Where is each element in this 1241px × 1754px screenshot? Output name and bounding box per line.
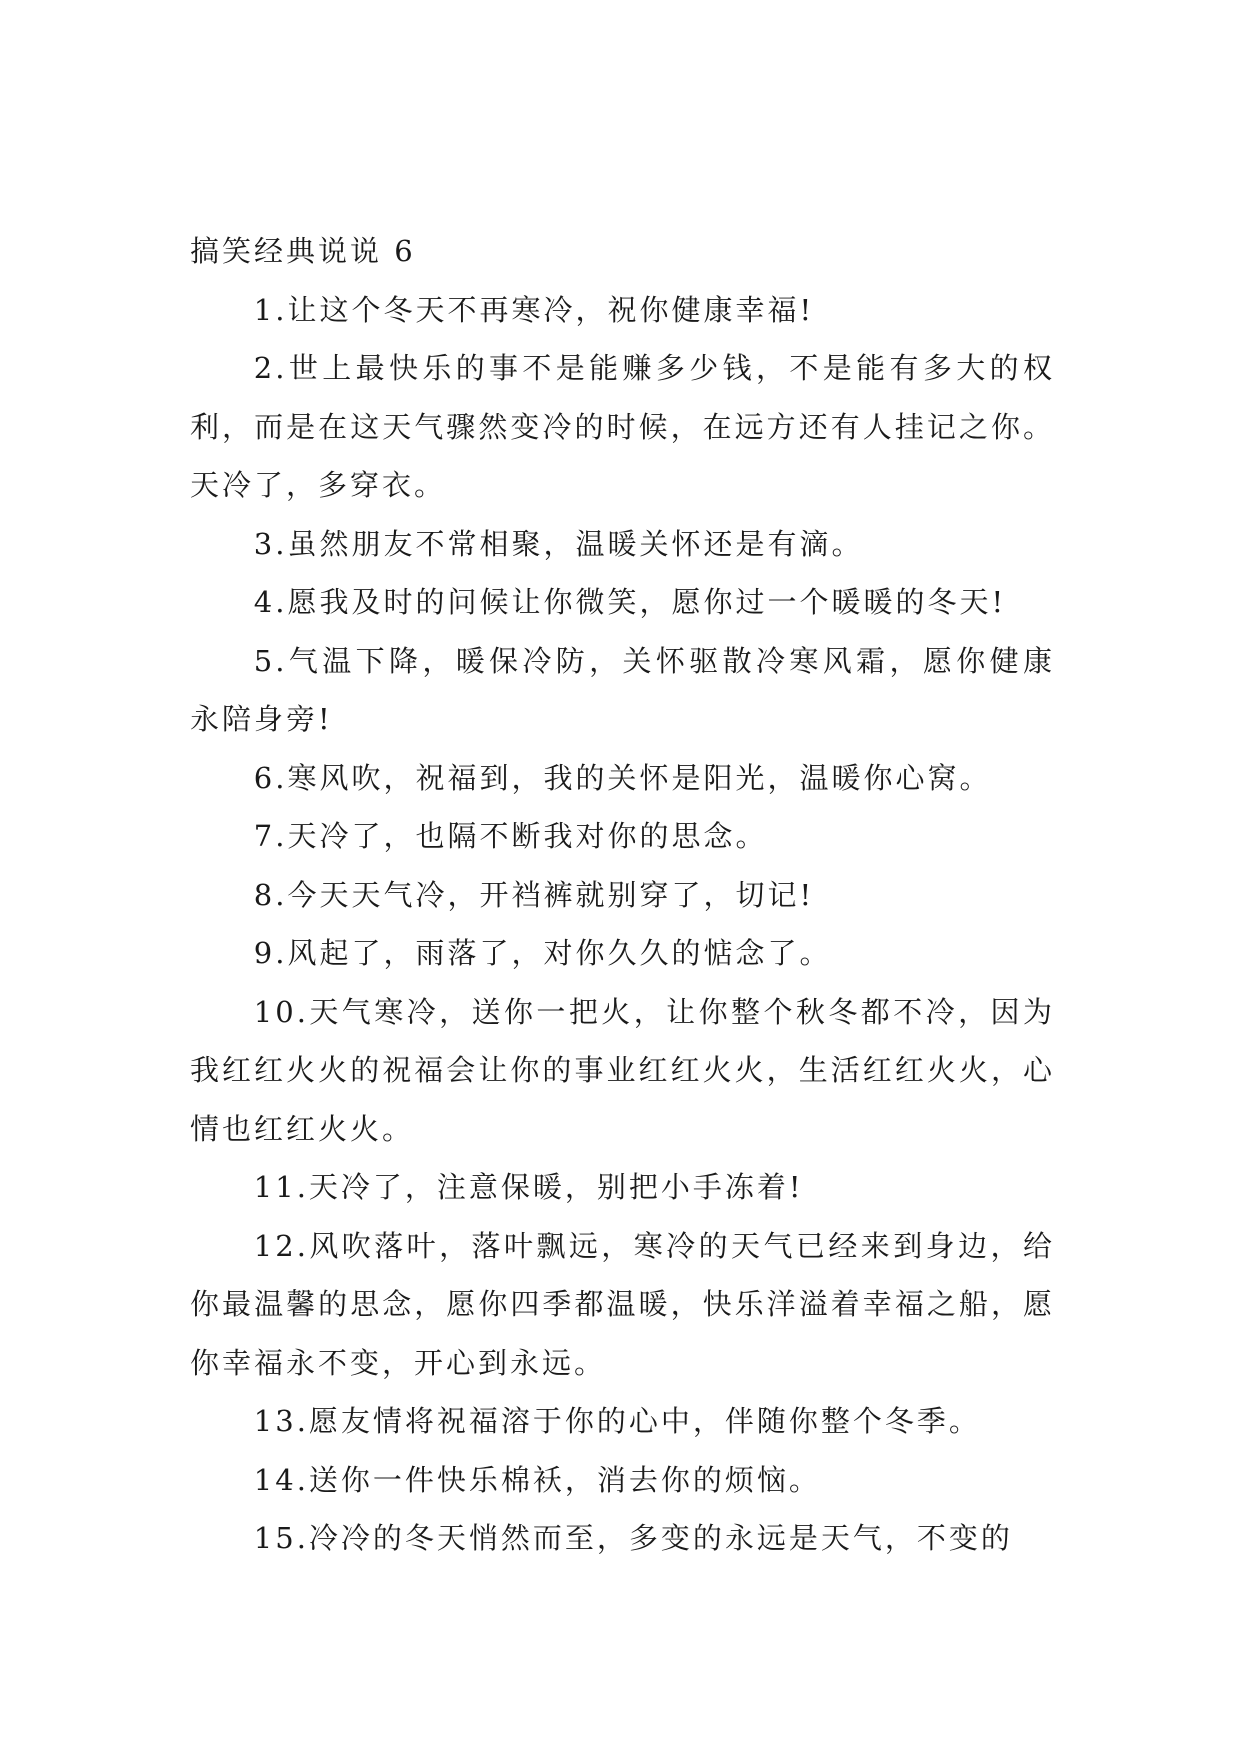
paragraph-6: 6.寒风吹，祝福到，我的关怀是阳光，温暖你心窝。: [253, 760, 992, 795]
paragraph-14: 14.送你一件快乐棉袄，消去你的烦恼。: [253, 1462, 821, 1497]
paragraph-3: 3.虽然朋友不常相聚，温暖关怀还是有滴。: [253, 526, 864, 561]
paragraph-5: 5.气温下降，暖保冷防，关怀驱散冷寒风霜，愿你健康永陪身旁!: [190, 643, 1055, 736]
paragraph-1: 1.让这个冬天不再寒冷，祝你健康幸福!: [253, 292, 815, 327]
paragraph-8: 8.今天天气冷，开裆裤就别穿了，切记!: [253, 877, 815, 912]
paragraph-7: 7.天冷了，也隔不断我对你的思念。: [253, 819, 768, 853]
document-title: 搞笑经典说说 6: [190, 234, 416, 268]
paragraph-13: 13.愿友情将祝福溶于你的心中，伴随你整个冬季。: [253, 1404, 981, 1438]
paragraph-9: 9.风起了，雨落了，对你久久的惦念了。: [253, 936, 832, 970]
paragraph-2: 2.世上最快乐的事不是能赚多少钱，不是能有多大的权利，而是在这天气骤然变冷的时候，在远方还有人挂记之你。天冷了，多穿衣。: [190, 351, 1055, 502]
paragraph-12: 12.风吹落叶，落叶飘远，寒冷的天气已经来到身边，给你最温馨的思念，愿你四季都温暖，快乐洋溢着幸福之船，愿你幸福永不变，开心到永远。: [190, 1228, 1055, 1380]
paragraph-4: 4.愿我及时的问候让你微笑，愿你过一个暖暖的冬天!: [253, 585, 1007, 619]
paragraph-15: 15.冷冷的冬天悄然而至，多变的永远是天气，不变的: [253, 1521, 1013, 1555]
paragraph-11: 11.天冷了，注意保暖，别把小手冻着!: [253, 1170, 804, 1204]
document-content: [190, 222, 1055, 1568]
paragraph-10: 10.天气寒冷，送你一把火，让你整个秋冬都不冷，因为我红红火火的祝福会让你的事业红红火火，生活红红火火，心情也红红火火。: [190, 994, 1055, 1146]
